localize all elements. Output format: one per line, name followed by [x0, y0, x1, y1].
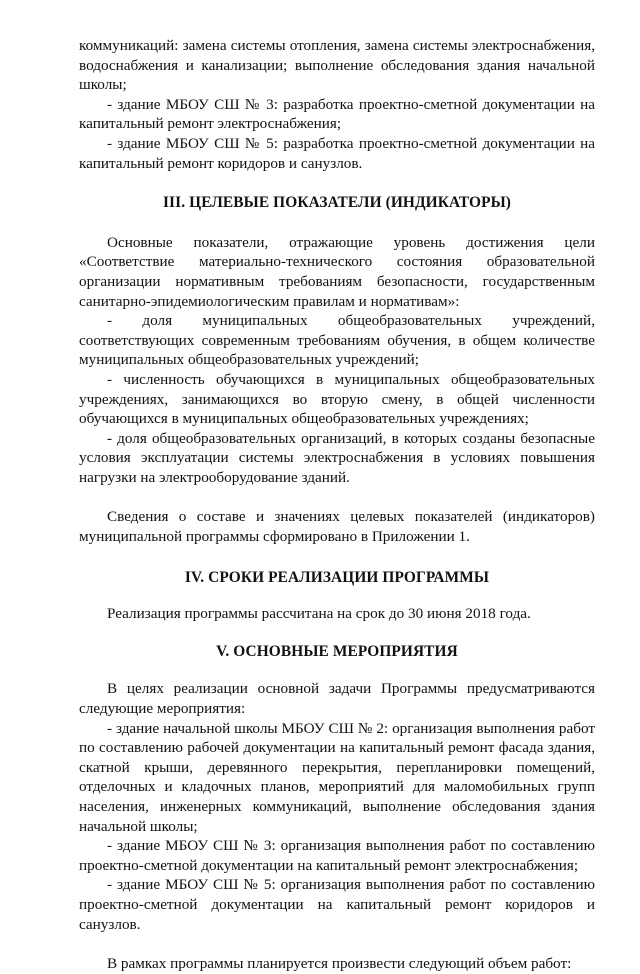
- document-page: [79, 36, 595, 974]
- paragraph-communications: коммуникаций: замена системы отопления, замена системы электроснабжения, водоснабжения и канализации; выполнение обследования здания начальной школы;: [79, 37, 595, 94]
- section-3-note: Сведения о составе и значениях целевых показателей (индикаторов) муниципальной программы сформировано в Приложении 1.: [79, 508, 595, 546]
- section-5-heading: V. ОСНОВНЫЕ МЕРОПРИЯТИЯ: [216, 642, 458, 660]
- section-4-text: Реализация программы рассчитана на срок до 30 июня 2018 года.: [107, 605, 531, 623]
- section-3-heading: III. ЦЕЛЕВЫЕ ПОКАЗАТЕЛИ (ИНДИКАТОРЫ): [162, 194, 512, 212]
- paragraph-school-5: - здание МБОУ СШ № 5: разработка проектно-сметной документации на капитальный ремонт коридоров и санузлов.: [79, 134, 595, 172]
- section-3-item-1: - доля муниципальных общеобразовательных учреждений, соответствующих современным требованиям обучения, в общем количестве муниципальных общеобразовательных учреждений;: [79, 312, 595, 369]
- section-3-intro: Основные показатели, отражающие уровень достижения цели «Соответствие материально-технического состояния образовательной организации нормативным требованиям безопасности, государственным санитарно-эпидемиологическим правилам и нормативам»:: [79, 233, 595, 310]
- section-5-item-3: - здание МБОУ СШ № 5: организация выполнения работ по составлению проектно-сметной документации на капитальный ремонт коридоров и санузлов.: [79, 876, 595, 933]
- section-4-heading: IV. СРОКИ РЕАЛИЗАЦИИ ПРОГРАММЫ: [184, 568, 490, 586]
- section-3-item-3: - доля общеобразовательных организаций, в которых созданы безопасные условия эксплуатации системы электроснабжения в условиях повышения нагрузки на электрооборудование зданий.: [79, 429, 595, 486]
- paragraph-school-3: - здание МБОУ СШ № 3: разработка проектно-сметной документации на капитальный ремонт электроснабжения;: [79, 95, 595, 133]
- section-5-item-2: - здание МБОУ СШ № 3: организация выполнения работ по составлению проектно-сметной документации на капитальный ремонт электроснабжения;: [79, 837, 595, 874]
- section-3-item-2: - численность обучающихся в муниципальных общеобразовательных учреждениях, занимающихся во вторую смену, в общей численности обучающихся в муниципальных общеобразовательных учреждениях;: [79, 370, 595, 428]
- section-5-closing: В рамках программы планируется произвести следующий объем работ:: [107, 955, 572, 973]
- section-5-intro: В целях реализации основной задачи Программы предусматриваются следующие мероприятия:: [79, 680, 595, 718]
- section-5-item-1: - здание начальной школы МБОУ СШ № 2: организация выполнения работ по составлению рабочей документации на капитальный ремонт фасада здания, скатной крыши, деревянного перекрытия, перепланировки помещений, отделочных и кладочных планов, мероприятий для маломобильных групп населения, инженерных коммуникаций, выполнение обследования здания начальной школы;: [79, 719, 595, 835]
